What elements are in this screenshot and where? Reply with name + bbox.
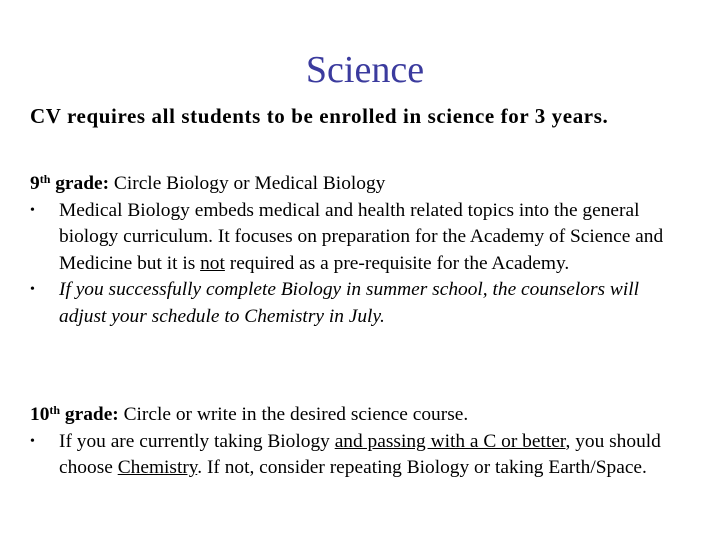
grade10-bullet1-text-mid: , you should choose xyxy=(59,430,661,479)
grade9-bullet1-text: Medical Biology embeds medical and health related topics into the general biology curriculum. It focuses on preparation for the Academy of Science and Medicine but it is xyxy=(59,199,664,274)
grade9-bullet2-text: If you successfully complete Biology in summer school, the counselors will adjust your schedule to Chemistry in July. xyxy=(59,279,639,327)
grade9-number: 9 xyxy=(30,173,40,194)
grade10-heading xyxy=(30,402,690,429)
grade9-label xyxy=(30,173,109,194)
bullet-icon: • xyxy=(30,433,35,449)
grade10-label-text: grade: xyxy=(60,404,119,425)
bullet-icon: • xyxy=(30,282,35,298)
grade9-bullet1-underlined: not xyxy=(200,252,225,274)
grade10-bullets xyxy=(30,429,690,482)
grade9-ordinal: th xyxy=(39,172,51,186)
grade10-bullet-biology xyxy=(30,429,690,482)
grade10-bullet1-underlined-condition: and passing with a C or better xyxy=(334,430,566,452)
grade9-bullet-summer-school xyxy=(30,277,690,330)
grade9-bullets xyxy=(30,198,690,331)
grade9-heading xyxy=(30,171,690,198)
grade10-section xyxy=(30,402,690,482)
grade10-bullet1-text-end: . If not, consider repeating Biology or taking Earth/Space. xyxy=(197,457,647,479)
grade9-instruction: Circle Biology or Medical Biology xyxy=(109,173,386,194)
grade9-label-text: grade: xyxy=(50,173,110,194)
grade9-bullet1-text-end: required as a pre-requisite for the Academy. xyxy=(224,252,570,274)
grade9-bullet-medical-biology xyxy=(30,198,690,278)
grade10-instruction: Circle or write in the desired science course. xyxy=(118,404,469,425)
grade10-label xyxy=(30,404,119,425)
slide-title: Science xyxy=(305,49,425,91)
bullet-icon: • xyxy=(30,202,35,218)
grade9-section xyxy=(30,171,690,331)
grade10-bullet1-text: If you are currently taking Biology xyxy=(59,430,335,452)
grade10-number: 10 xyxy=(30,404,50,425)
intro-statement: CV requires all students to be enrolled in science for 3 years. xyxy=(30,104,609,128)
grade10-bullet1-underlined-chemistry: Chemistry xyxy=(117,457,198,479)
grade10-ordinal: th xyxy=(49,403,61,417)
